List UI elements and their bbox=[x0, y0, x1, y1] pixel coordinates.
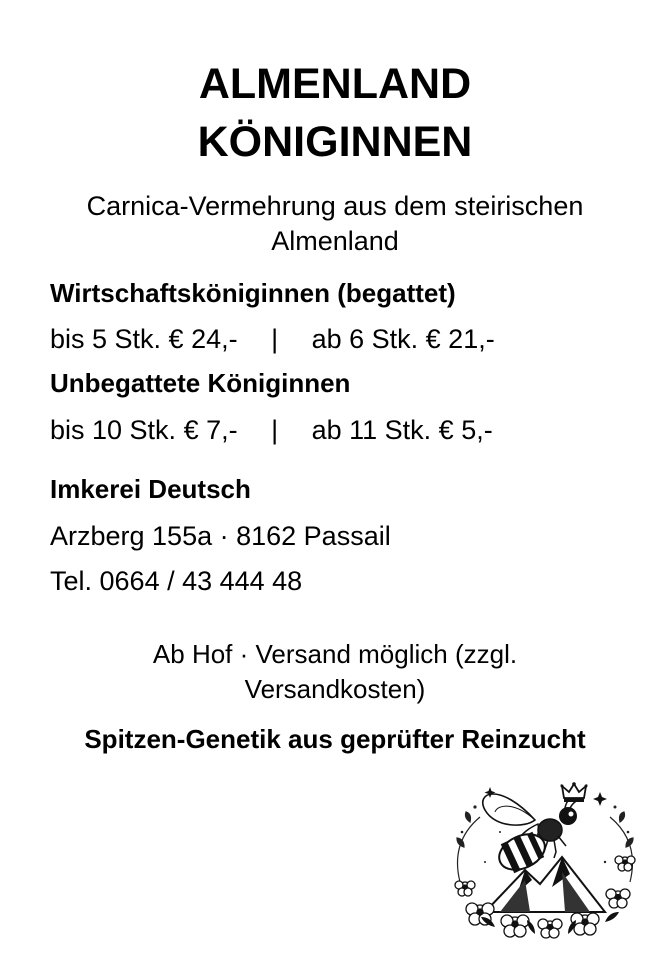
price-large-qty: ab 6 Stk. € 21,- bbox=[311, 324, 495, 354]
contact-phone: Tel. 0664 / 43 444 48 bbox=[50, 566, 303, 596]
price-small-qty: bis 5 Stk. € 24,- bbox=[50, 324, 238, 354]
price-separator: | bbox=[271, 415, 279, 445]
shipping-note: Ab Hof · Versand möglich (zzgl. Versandkosten) bbox=[152, 639, 518, 704]
contact-address: Arzberg 155a · 8162 Passail bbox=[50, 521, 391, 551]
price-separator: | bbox=[271, 324, 279, 354]
slogan: Spitzen-Genetik aus geprüfter Reinzucht bbox=[84, 724, 586, 754]
subtitle: Carnica-Vermehrung aus dem steirischen Almenland bbox=[86, 191, 584, 256]
crowned-bee-mountain-flowers-icon bbox=[440, 762, 650, 947]
page-title bbox=[0, 55, 670, 171]
title-line-2: KÖNIGINNEN bbox=[197, 118, 473, 166]
offer-heading-unmated: Unbegattete Königinnen bbox=[50, 368, 351, 398]
price-large-qty: ab 11 Stk. € 5,- bbox=[311, 415, 493, 445]
offer-heading-mated: Wirtschaftsköniginnen (begattet) bbox=[50, 278, 456, 308]
price-row-unmated bbox=[50, 413, 493, 447]
price-row-mated bbox=[50, 322, 495, 356]
title-line-1: ALMENLAND bbox=[198, 60, 472, 108]
contact-name: Imkerei Deutsch bbox=[50, 474, 251, 504]
price-small-qty: bis 10 Stk. € 7,- bbox=[50, 415, 238, 445]
